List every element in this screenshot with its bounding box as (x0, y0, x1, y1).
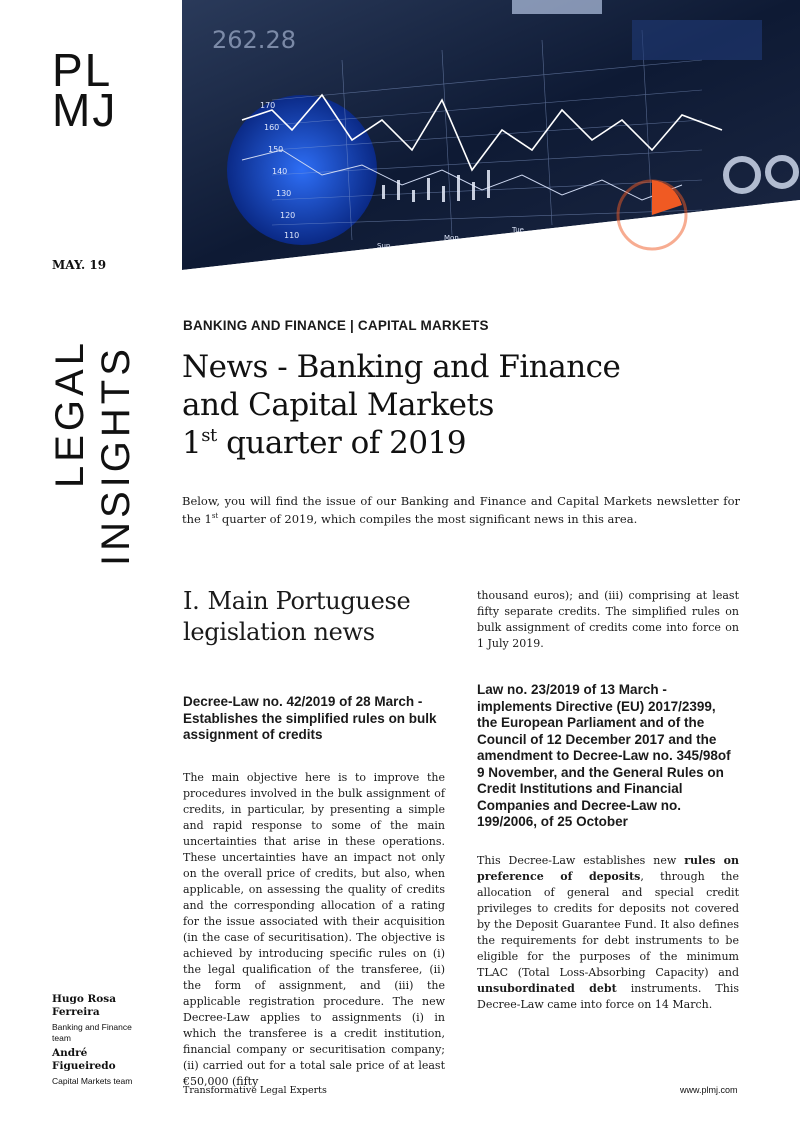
hero-day-label: Tue (512, 226, 524, 234)
hero-image (182, 0, 800, 270)
newsletter-title (182, 348, 742, 462)
title-ordinal-suffix: st (201, 425, 217, 446)
vertical-title-line-2: INSIGHTS (94, 345, 138, 566)
section-number: I. (183, 587, 200, 615)
hero-tick: 140 (272, 167, 288, 176)
hero-top-number: 262.28 (212, 26, 296, 54)
author-team: Capital Markets team (52, 1076, 133, 1086)
practice-area-kicker: BANKING AND FINANCE | CAPITAL MARKETS (183, 318, 489, 333)
logo-line-1: PL (52, 44, 113, 96)
intro-part-1: Below, you will find the issue of our Banking and Finance and Capital Markets newsletter for the 1 (182, 493, 740, 526)
intro-part-2: quarter of 2019, which compiles the most significant news in this area. (218, 511, 638, 526)
article-1-body: The main objective here is to improve the procedures involved in the bulk assignment of credits, in particular, by presenting a simple and rapid response to some of the main uncertainties that arise in these operations. These uncertainties have an impact not only on the overall price of credits, but also, when applicable, on assessing the quality of credits and the corresponding allocation of a rating for the issue associated with their acquisition (in the case of securitisation). The objective is achieved by introducing specific rules on (i) the legal qualification of the transferee, (ii) the form of assignment, and (iii) the applicable registration procedure. The new Decree-Law applies to assignments (i) in which the transferee is a credit institution, financial company or securitisation company; (ii) carried out for a total sale price of at least €50,000 (fifty (183, 770, 445, 1088)
legal-insights-title (48, 320, 138, 570)
hero-day-label: Sun (377, 242, 391, 250)
title-quarter-number: 1 (182, 425, 202, 461)
title-line-1: News - Banking and Finance (182, 349, 621, 385)
article-1-continued: thousand euros); and (iii) comprising at least fifty separate credits. The simplified rules on bulk assignment of credits come into force on 1 July 2019. (477, 589, 739, 650)
left-column (183, 586, 445, 1090)
article-2-body-c: instruments. This Decree-Law came into force on 14 March. (477, 981, 739, 1011)
title-line-2: and Capital Markets (182, 387, 494, 423)
section-title-text: Main Portuguese legislation news (183, 587, 411, 646)
hero-tick: 150 (268, 145, 284, 154)
article-2-body (477, 853, 739, 1013)
article-2-bold-a: rules on preference of deposits (477, 853, 739, 883)
right-column (477, 588, 739, 1013)
financial-chart-graphic (182, 0, 800, 270)
authors-sidebar (52, 993, 142, 1091)
plmj-logo (52, 44, 134, 136)
article-2-body-a: This Decree-Law establishes new (477, 853, 685, 867)
title-quarter-rest: quarter of 2019 (216, 425, 467, 461)
author-name: André Figueiredo (52, 1047, 116, 1072)
hero-tick: 130 (276, 189, 292, 198)
vertical-title-line-1: LEGAL (48, 339, 92, 488)
author-team: Banking and Finance team (52, 1022, 132, 1043)
article-1-heading: Decree-Law no. 42/2019 of 28 March - Establishes the simplified rules on bulk assignment of credits (183, 694, 437, 742)
article-2-heading: Law no. 23/2019 of 13 March - implements Directive (EU) 2017/2399, the European Parliament and of the Council of 12 December 2017 and the amendment to Decree-Law no. 345/98of 9 November, and the General Rules on Credit Institutions and Financial Companies and Decree-Law no. 199/2006, of 25 October (477, 682, 731, 829)
footer-website-link[interactable]: www.plmj.com (680, 1085, 738, 1095)
article-2-body-b: , through the allocation of general and special credit privileges to credits for deposits not covered by the Deposit Guarantee Fund. It also defines the requirements for debt instruments to be eligible for the purposes of the minimum TLAC (Total Loss-Absorbing Capacity) and (477, 869, 739, 979)
logo-line-2: MJ (52, 84, 118, 136)
footer-tagline: Transformative Legal Experts (183, 1085, 327, 1096)
hero-tick: 170 (260, 101, 276, 110)
hero-tick: 160 (264, 123, 280, 132)
issue-date: MAY. 19 (52, 258, 107, 272)
intro-ordinal-suffix: st (211, 511, 219, 520)
hero-day-label: Mon (444, 234, 459, 242)
section-heading (183, 586, 445, 648)
hero-tick: 110 (284, 231, 300, 240)
title-line-3 (182, 424, 742, 462)
author-name: Hugo Rosa Ferreira (52, 993, 116, 1018)
hero-tick: 120 (280, 211, 296, 220)
intro-paragraph (182, 492, 740, 528)
article-2-bold-b: unsubordinated debt (477, 981, 617, 995)
